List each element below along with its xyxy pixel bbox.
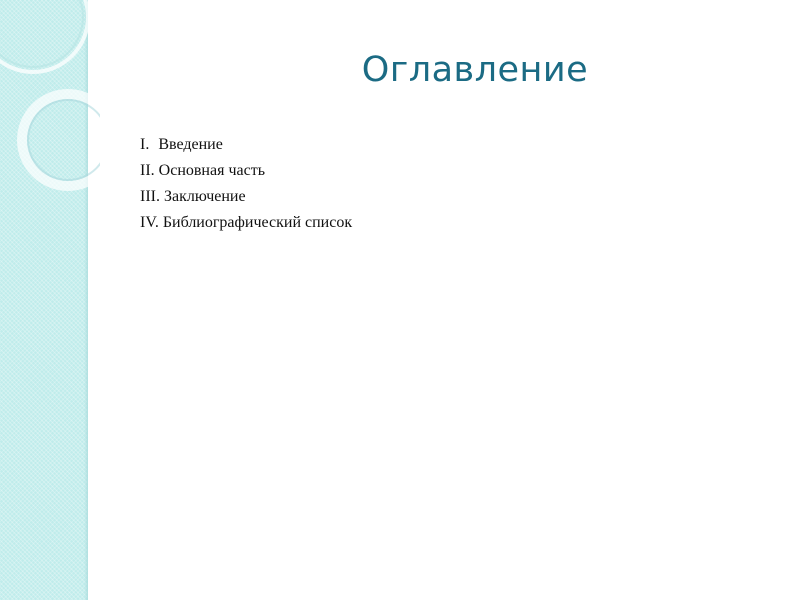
toc-item [140,132,352,158]
toc-item-number: I. [140,136,150,153]
toc-item-label: Заключение [163,188,246,205]
decorative-ring-middle [22,94,100,186]
toc-item [140,184,352,210]
toc-item [140,158,352,184]
toc-item-label: Библиографический список [162,214,353,231]
toc-item-label: Введение [158,136,223,153]
slide-title: Оглавление [361,50,589,90]
toc-item-number: III. [140,188,160,205]
toc-item-number: IV. [140,214,159,231]
toc-item [140,210,352,236]
toc-item-label: Основная часть [158,162,265,179]
decorative-ring-top [0,0,88,72]
decorative-ring-middle-shadow [28,100,100,180]
table-of-contents [140,132,352,236]
toc-item-number: II. [140,162,155,179]
decorative-rings [0,0,100,220]
